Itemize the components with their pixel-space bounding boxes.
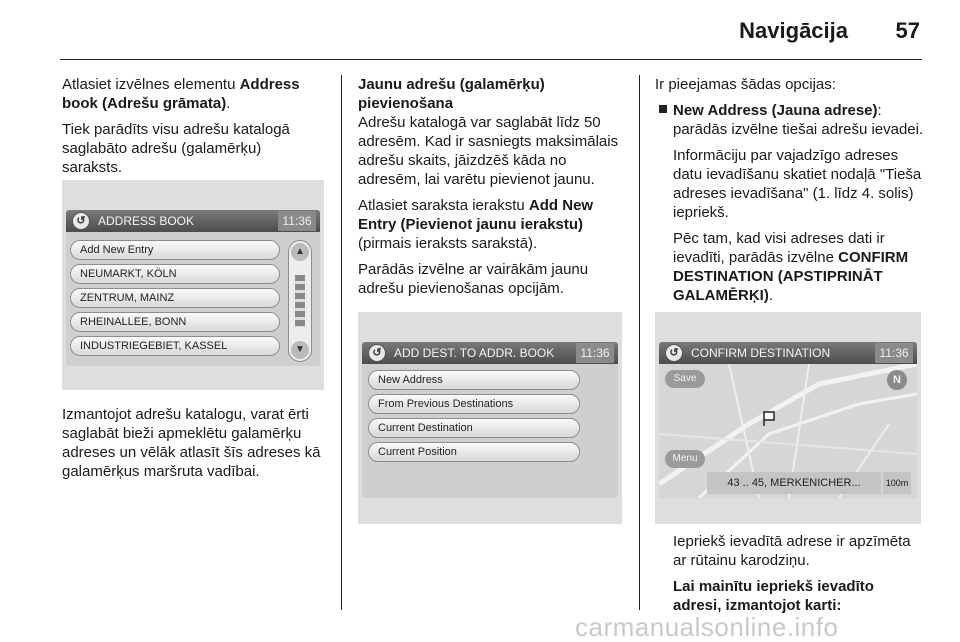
screen-titlebar <box>362 342 618 364</box>
back-icon[interactable]: ↺ <box>72 212 90 230</box>
menu-item-reference: Address book (Adrešu grāmata) <box>62 76 300 112</box>
menu-button[interactable]: Menu <box>665 450 705 468</box>
list-item[interactable]: NEUMARKT, KÖLN <box>70 264 280 284</box>
screen-titlebar <box>66 210 320 232</box>
screen-title: ADD DEST. TO ADDR. BOOK <box>394 346 555 360</box>
scroll-up-icon[interactable]: ▲ <box>291 243 309 261</box>
paragraph: Atlasiet saraksta ierakstu Add New Entry (Pievienot jaunu ierakstu) (pirmais ieraksts sarakstā). <box>358 197 594 252</box>
paragraph: Informāciju par vajadzīgo adreses datu ievadīšanu skatiet nodaļā "Tieša adreses ievadīšana" (1. līdz 4. solis) iepriekš. <box>673 147 922 221</box>
add-dest-figure <box>358 312 622 524</box>
save-button[interactable]: Save <box>665 370 705 388</box>
scroll-track[interactable] <box>295 275 305 327</box>
list-item[interactable]: New Address <box>368 370 580 390</box>
address-book-screen <box>66 210 320 366</box>
map-view[interactable] <box>659 364 917 498</box>
column-3 <box>655 75 925 312</box>
paragraph: Iepriekš ievadītā adrese ir apzīmēta ar rūtainu karodziņu. <box>673 533 911 569</box>
bullet-icon <box>659 105 667 113</box>
address-book-figure <box>62 180 324 390</box>
column-divider <box>341 75 342 610</box>
confirm-dest-screen <box>659 342 917 498</box>
section-heading: Jaunu adrešu (galamērķu) pievienošana Adrešu katalogā var saglabāt līdz 50 adresēm. Kad ir sasniegts maksimālais adrešu skaits, jāizdzēš kāda no adresēm, lai varētu pievienot jaunu. <box>358 76 619 188</box>
paragraph: Pēc tam, kad visi adreses dati ir ievadīti, parādās izvēlne CONFIRM DESTINATION (APSTIPRINĀT GALAMĒRĶI). <box>673 230 909 304</box>
list-item[interactable]: RHEINALLEE, BONN <box>70 312 280 332</box>
confirm-dest-figure <box>655 312 921 524</box>
screen-titlebar <box>659 342 917 364</box>
menu-item-reference: Add New Entry (Pievienot jaunu ierakstu) <box>358 197 594 233</box>
page-header <box>0 0 960 62</box>
paragraph: Izmantojot adrešu katalogu, varat ērti saglabāt bieži apmeklētu galamērķu adreses un vēlāk atlasīt šīs adreses kā galamērķus maršruta vadībai. <box>62 406 321 480</box>
compass-icon[interactable]: N <box>887 370 907 390</box>
paragraph: Ir pieejamas šādas opcijas: <box>655 76 836 93</box>
watermark: carmanualsonline.info <box>575 612 839 642</box>
header-divider <box>60 59 922 60</box>
clock: 11:36 <box>278 211 316 231</box>
paragraph: Tiek parādīts visu adrešu katalogā saglabāto adrešu (galamērķu) saraksts. <box>62 121 290 176</box>
paragraph: Parādās izvēlne ar vairākām jaunu adrešu pievienošanas opcijām. <box>358 261 589 297</box>
clock: 11:36 <box>875 343 913 363</box>
back-icon[interactable]: ↺ <box>665 344 683 362</box>
add-dest-screen <box>362 342 618 498</box>
column-divider <box>639 75 640 610</box>
destination-address: 43 .. 45, MERKENICHER... <box>707 472 881 494</box>
paragraph: Lai mainītu iepriekš ievadīto adresi, izmantojot karti: <box>673 578 874 614</box>
menu-item-reference: CONFIRM DESTINATION (APSTIPRINĀT GALAMĒRĶI) <box>673 249 909 304</box>
list-item[interactable]: Current Destination <box>368 418 580 438</box>
column-3-lower <box>655 532 925 615</box>
bullet-item: New Address (Jauna adrese): parādās izvēlne tiešai adrešu ievadei. Informāciju par vajadzīgo adreses datu ievadīšanu skatiet nodaļā "Tieša adreses ievadīšana" (1. līdz 4. solis) iepriekš. Pēc tam, kad visi adreses dati ir ievadīti, parādās izvēlne CONFIRM DESTINATION (APSTIPRINĀT GALAMĒRĶI). <box>655 101 925 305</box>
clock: 11:36 <box>576 343 614 363</box>
page-title: Navigācija <box>739 18 848 43</box>
list-item[interactable]: Current Position <box>368 442 580 462</box>
list-item[interactable]: From Previous Destinations <box>368 394 580 414</box>
scroll-down-icon[interactable]: ▼ <box>291 341 309 359</box>
list-item[interactable]: INDUSTRIEGEBIET, KASSEL <box>70 336 280 356</box>
column-2 <box>358 75 626 305</box>
paragraph: Atlasiet izvēlnes elementu Address book (Adrešu grāmata). <box>62 76 300 112</box>
menu-item-reference: New Address (Jauna adrese) <box>673 102 878 119</box>
column-1 <box>62 75 324 184</box>
screen-title: ADDRESS BOOK <box>98 214 195 228</box>
column-1-lower <box>62 405 324 488</box>
scrollbar[interactable] <box>288 240 312 362</box>
list-item[interactable]: Add New Entry <box>70 240 280 260</box>
back-icon[interactable]: ↺ <box>368 344 386 362</box>
page-number: 57 <box>895 18 920 43</box>
screen-title: CONFIRM DESTINATION <box>691 346 831 360</box>
list-item[interactable]: ZENTRUM, MAINZ <box>70 288 280 308</box>
map-scale: 100m <box>883 472 911 494</box>
